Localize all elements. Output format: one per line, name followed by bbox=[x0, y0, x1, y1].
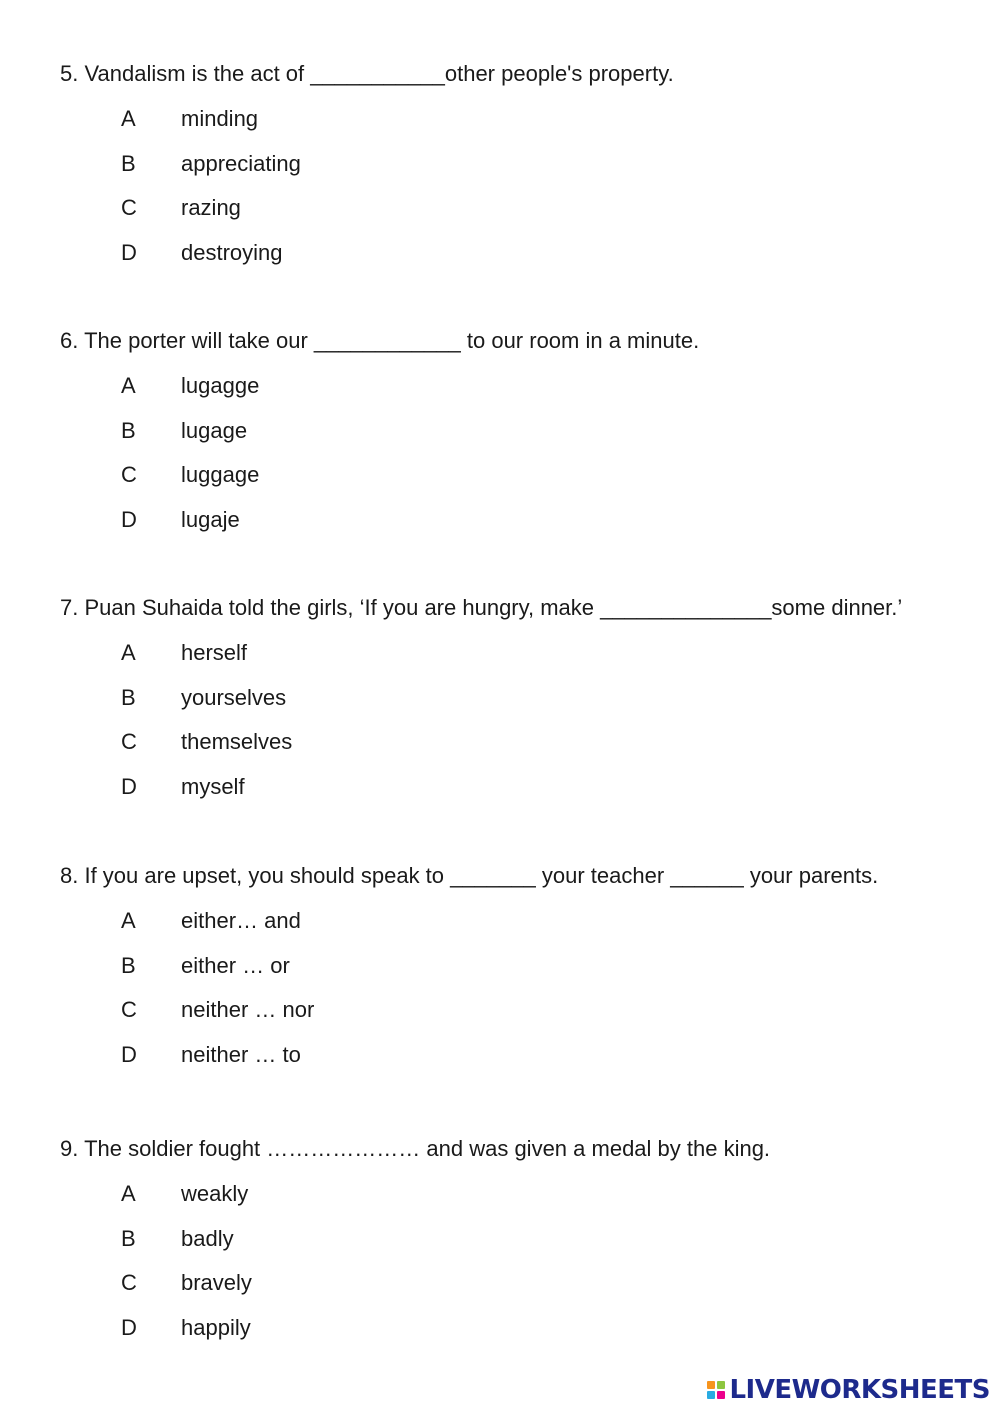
option-text: either… and bbox=[181, 908, 301, 933]
option-9c[interactable] bbox=[60, 1268, 980, 1313]
option-text: destroying bbox=[181, 240, 283, 266]
option-letter: D bbox=[121, 774, 137, 800]
option-text: herself bbox=[181, 640, 248, 665]
option-text: badly bbox=[181, 1225, 234, 1251]
option-7c[interactable] bbox=[60, 727, 980, 772]
question-8-text: 8. If you are upset, you should speak to _______ your teacher ______ your parents. bbox=[60, 863, 879, 888]
option-8d[interactable] bbox=[60, 1040, 980, 1085]
option-letter: A bbox=[121, 373, 136, 398]
option-9d[interactable] bbox=[60, 1313, 980, 1358]
option-text: minding bbox=[181, 106, 259, 131]
question-5-text: 5. Vandalism is the act of ___________other people's property. bbox=[60, 61, 674, 86]
question-8-options bbox=[60, 906, 980, 1085]
option-letter: A bbox=[121, 908, 136, 933]
logo-text: LIVEWORKSHEETS bbox=[729, 1375, 990, 1405]
option-text: myself bbox=[181, 774, 245, 800]
question-7-options bbox=[60, 638, 980, 817]
option-letter: A bbox=[121, 1181, 136, 1206]
question-8 bbox=[60, 861, 980, 1085]
option-5b[interactable] bbox=[60, 149, 980, 194]
option-text: yourselves bbox=[181, 684, 287, 710]
option-8b[interactable] bbox=[60, 951, 980, 996]
option-letter: B bbox=[121, 150, 136, 176]
question-9-options bbox=[60, 1179, 980, 1358]
option-6b[interactable] bbox=[60, 416, 980, 461]
option-letter: D bbox=[121, 507, 137, 533]
question-9 bbox=[60, 1134, 980, 1358]
option-text: razing bbox=[181, 195, 241, 221]
option-letter: B bbox=[121, 684, 136, 710]
logo-square bbox=[717, 1381, 725, 1389]
question-7-text: 7. Puan Suhaida told the girls, ‘If you are hungry, make ______________some dinner.’ bbox=[60, 595, 903, 620]
option-5d[interactable] bbox=[60, 238, 980, 283]
option-text: happily bbox=[181, 1315, 251, 1341]
option-text: themselves bbox=[181, 729, 293, 755]
question-7 bbox=[60, 593, 980, 817]
option-9b[interactable] bbox=[60, 1224, 980, 1269]
option-5a[interactable] bbox=[60, 104, 980, 149]
option-8c[interactable] bbox=[60, 995, 980, 1040]
question-5 bbox=[60, 59, 980, 283]
option-7d[interactable] bbox=[60, 772, 980, 817]
liveworksheets-logo[interactable] bbox=[707, 1373, 990, 1407]
option-letter: C bbox=[121, 997, 137, 1023]
option-letter: B bbox=[121, 952, 136, 978]
logo-mark-icon bbox=[707, 1381, 725, 1399]
option-7a[interactable] bbox=[60, 638, 980, 683]
option-letter: D bbox=[121, 1315, 137, 1341]
option-6d[interactable] bbox=[60, 505, 980, 550]
option-letter: A bbox=[121, 640, 136, 665]
option-text: neither … to bbox=[181, 1042, 301, 1068]
option-text: weakly bbox=[181, 1181, 249, 1206]
option-text: either … or bbox=[181, 952, 290, 978]
option-6a[interactable] bbox=[60, 371, 980, 416]
logo-square bbox=[707, 1381, 715, 1389]
option-5c[interactable] bbox=[60, 193, 980, 238]
option-letter: B bbox=[121, 417, 136, 443]
option-text: lugagge bbox=[181, 373, 260, 398]
option-text: appreciating bbox=[181, 150, 301, 176]
option-letter: C bbox=[121, 195, 137, 221]
question-6-options bbox=[60, 371, 980, 550]
logo-square bbox=[717, 1391, 725, 1399]
option-text: bravely bbox=[181, 1270, 252, 1296]
option-letter: D bbox=[121, 1042, 137, 1068]
logo-square bbox=[707, 1391, 715, 1399]
option-text: luggage bbox=[181, 462, 260, 488]
option-9a[interactable] bbox=[60, 1179, 980, 1224]
question-5-options bbox=[60, 104, 980, 283]
option-letter: C bbox=[121, 729, 137, 755]
option-text: neither … nor bbox=[181, 997, 315, 1023]
option-letter: D bbox=[121, 240, 137, 266]
option-letter: B bbox=[121, 1225, 136, 1251]
option-letter: C bbox=[121, 462, 137, 488]
question-9-text: 9. The soldier fought ………………… and was given a medal by the king. bbox=[60, 1136, 771, 1161]
option-text: lugaje bbox=[181, 507, 240, 533]
question-6-text: 6. The porter will take our ____________ to our room in a minute. bbox=[60, 328, 700, 353]
option-text: lugage bbox=[181, 417, 248, 443]
option-6c[interactable] bbox=[60, 460, 980, 505]
question-6 bbox=[60, 326, 980, 550]
option-8a[interactable] bbox=[60, 906, 980, 951]
option-letter: A bbox=[121, 106, 136, 131]
option-7b[interactable] bbox=[60, 683, 980, 728]
option-letter: C bbox=[121, 1270, 137, 1296]
